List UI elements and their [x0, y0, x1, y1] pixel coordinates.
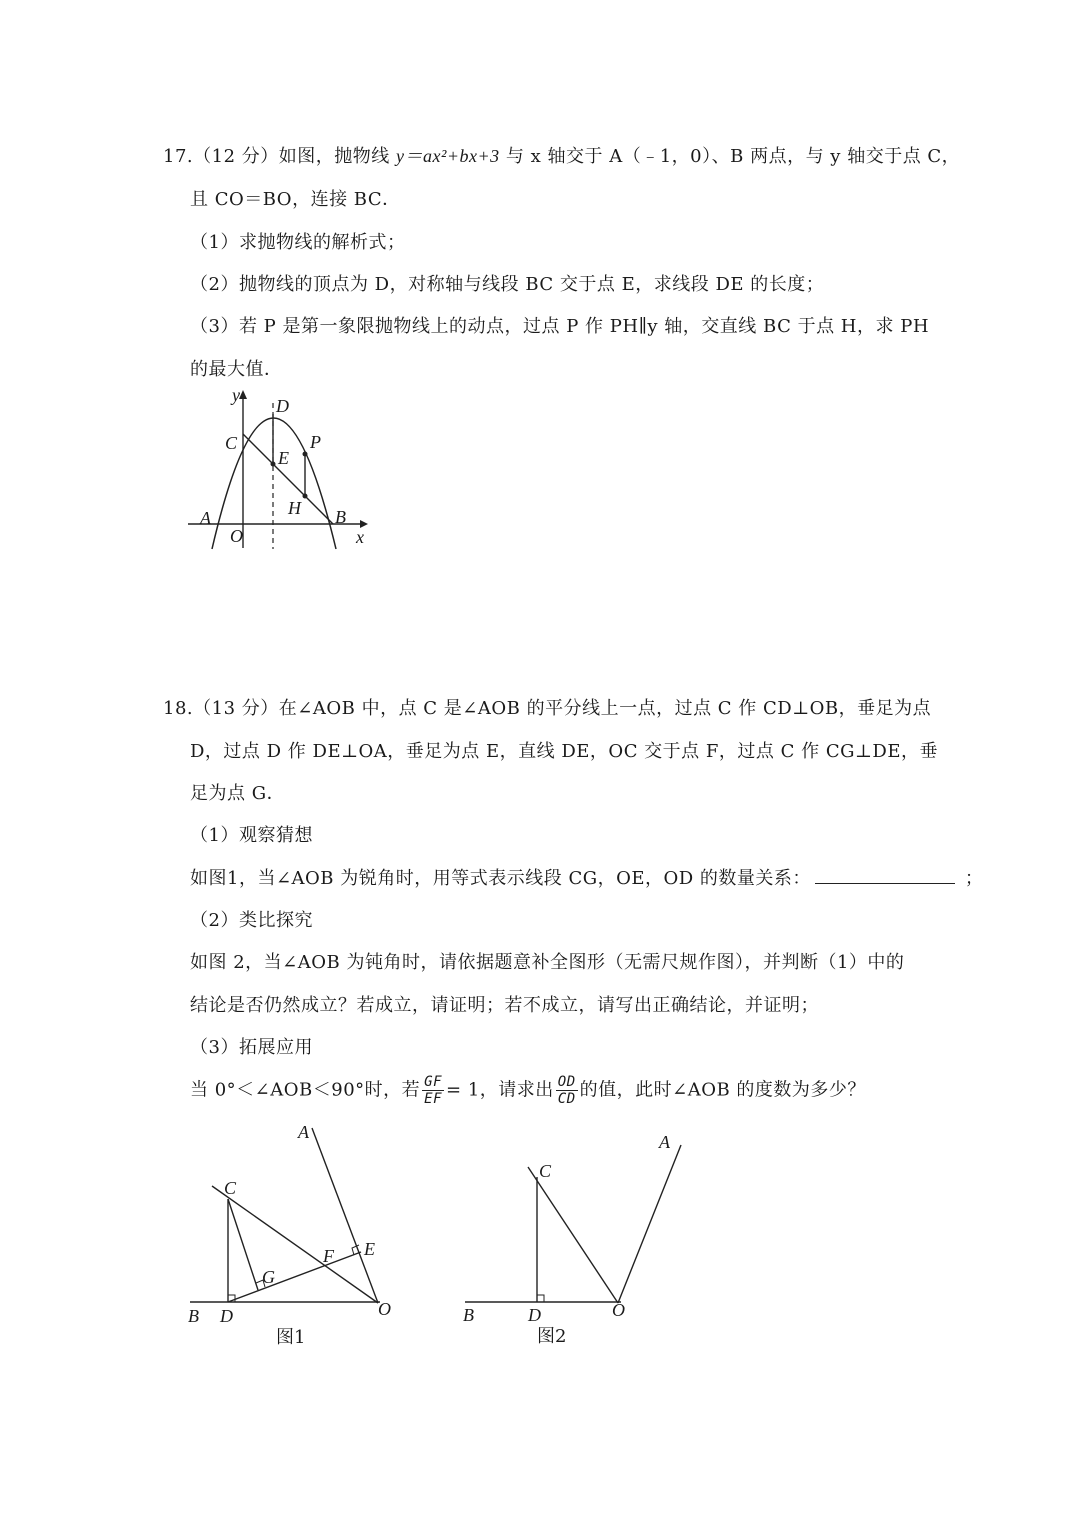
label-c: C	[539, 1161, 552, 1181]
q17-part3: （3）若 P 是第一象限抛物线上的动点，过点 P 作 PH∥y 轴，交直线 BC 于点 H，求 PH	[190, 316, 930, 337]
answer-blank	[815, 867, 955, 884]
q18-part1-question: 如图1，当∠AOB 为锐角时，用等式表示线段 CG，OE，OD 的数量关系：	[190, 868, 811, 889]
q17-part1: （1）求抛物线的解析式；	[190, 232, 406, 253]
right-angle-d-icon	[537, 1295, 544, 1302]
label-b: B	[188, 1306, 199, 1326]
label-d: D	[220, 1306, 233, 1326]
ray-oa	[618, 1145, 681, 1303]
segment-cg	[228, 1199, 258, 1290]
label-c: C	[224, 1178, 237, 1198]
label-a: A	[298, 1122, 309, 1142]
label-b: B	[335, 507, 346, 527]
point-h	[303, 494, 308, 499]
fig2-caption: 图2	[537, 1326, 567, 1347]
line-oc	[212, 1186, 378, 1303]
q18-part1-text	[190, 864, 983, 890]
fraction-numerator: OD	[557, 1074, 576, 1090]
fraction-numerator: GF	[424, 1074, 443, 1090]
q18-text: 在∠AOB 中，点 C 是∠AOB 的平分线上一点，过点 C 作 CD⊥OB，垂足为点	[278, 698, 932, 719]
q17-part2: （2）抛物线的顶点为 D，对称轴与线段 BC 交于点 E，求线段 DE 的长度；	[190, 274, 825, 295]
q17-text: 与 x 轴交于 A（﹣1，0）、B 两点，与 y 轴交于点 C，	[499, 146, 961, 167]
q17-number: 17.	[163, 146, 194, 167]
q18-part3-question: 的值，此时∠AOB 的度数为多少？	[579, 1079, 866, 1101]
q17-part3-cont: 的最大值．	[190, 359, 283, 380]
label-p: P	[310, 432, 321, 452]
q17-parabola-figure	[180, 383, 380, 553]
ray-oa	[312, 1128, 378, 1303]
q18-part1-title: （1）观察猜想	[190, 825, 313, 846]
fraction-gf-ef	[422, 1074, 444, 1107]
point-e	[271, 462, 276, 467]
q18-part2-text2: 结论是否仍然成立？若成立，请证明；若不成立，请写出正确结论，并证明；	[190, 995, 819, 1016]
q18-part1-end: ；	[964, 868, 984, 889]
q18-number: 18.	[163, 698, 194, 719]
label-g: G	[262, 1267, 275, 1287]
y-axis-arrow-icon	[239, 390, 247, 399]
q18-part3-equals: = 1，请求出	[446, 1079, 554, 1101]
fraction-od-cd	[556, 1074, 578, 1107]
label-d: D	[276, 396, 289, 416]
fraction-denominator: CD	[557, 1091, 576, 1107]
label-d: D	[528, 1305, 541, 1325]
label-f: F	[323, 1246, 334, 1266]
q18-score: （13 分）	[193, 698, 279, 719]
label-o: O	[230, 526, 243, 546]
label-x: x	[356, 527, 364, 547]
q18-part3-title: （3）拓展应用	[190, 1037, 313, 1058]
label-a: A	[200, 508, 211, 528]
q18-line3: 足为点 G．	[190, 783, 286, 804]
q18-part3-condition: 当 0°＜∠AOB＜90°时，若	[190, 1079, 421, 1101]
q18-part2-title: （2）类比探究	[190, 910, 313, 931]
q17-text: 如图，抛物线	[278, 146, 397, 167]
q17-line1	[163, 142, 960, 168]
label-e: E	[278, 448, 289, 468]
segment-oc	[528, 1167, 618, 1303]
q18-part3-text	[190, 1074, 866, 1107]
q18-figure-2	[455, 1125, 695, 1353]
q18-line1	[163, 694, 931, 720]
label-a: A	[659, 1132, 670, 1152]
label-y: y	[232, 385, 240, 405]
q18-part2-text1: 如图 2，当∠AOB 为钝角时，请依据题意补全图形（无需尺规作图），并判断（1）中的	[190, 952, 905, 973]
label-h: H	[288, 498, 301, 518]
label-o: O	[612, 1300, 625, 1320]
label-o: O	[378, 1299, 391, 1319]
label-b: B	[463, 1305, 474, 1325]
q18-figure-1	[180, 1118, 420, 1353]
fig1-caption: 图1	[276, 1327, 306, 1348]
q17-equation: y＝ax²+bx+3	[396, 146, 500, 166]
fraction-denominator: EF	[424, 1091, 443, 1107]
q17-score: （12 分）	[193, 146, 279, 167]
label-e: E	[364, 1239, 375, 1259]
q18-line2: D，过点 D 作 DE⊥OA，垂足为点 E，直线 DE，OC 交于点 F，过点 C 作 CG⊥DE，垂	[190, 741, 938, 762]
label-c: C	[225, 433, 238, 453]
point-p	[303, 452, 308, 457]
q17-line2: 且 CO＝BO，连接 BC．	[190, 189, 401, 210]
